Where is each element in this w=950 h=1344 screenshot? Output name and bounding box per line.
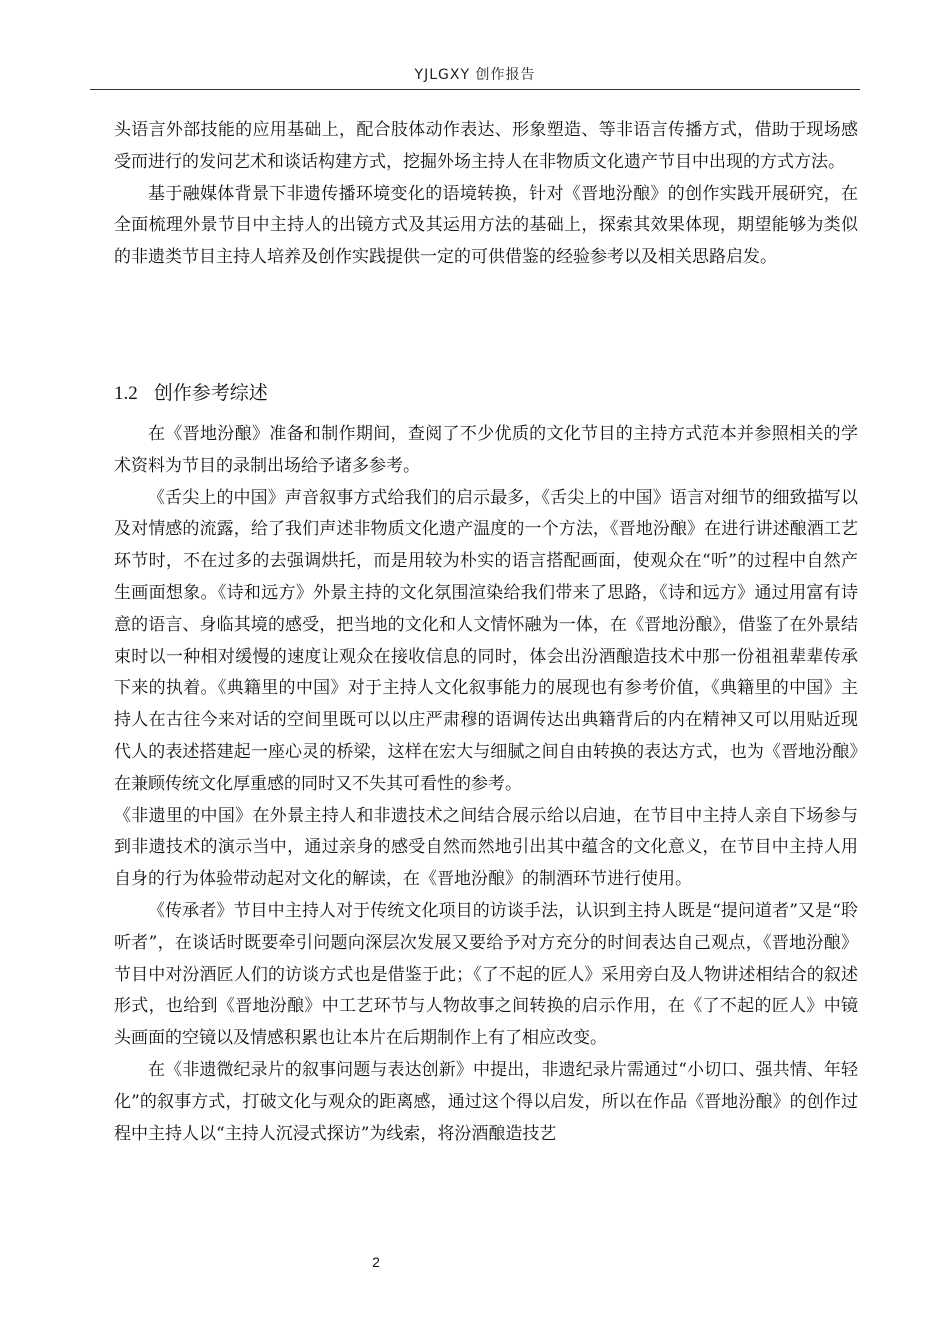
paragraph: 头语言外部技能的应用基础上，配合肢体动作表达、形象塑造、等非语言传播方式，借助于现场感受而进行的发问艺术和谈话构建方式，挖掘外场主持人在非物质文化遗产节目中出现的方式方法。 [114, 120, 858, 172]
paragraph: 在《非遗微纪录片的叙事问题与表达创新》中提出，非遗纪录片需通过“小切口、强共情、年轻化”的叙事方式，打破文化与观众的距离感，通过这个得以启发，所以在作品《晋地汾酿》的创作过程中主持人以“主持人沉浸式探访”为线索，将汾酒酿造技艺 [114, 1059, 858, 1144]
section-heading [114, 378, 268, 405]
intro-text-block [114, 115, 858, 274]
paragraph: 基于融媒体背景下非遗传播环境变化的语境转换，针对《晋地汾酿》的创作实践开展研究，在全面梳理外景节目中主持人的出镜方式及其运用方法的基础上，探索其效果体现，期望能够为类似的非遗类节目主持人培养及创作实践提供一定的可供借鉴的经验参考以及相关思路启发。 [114, 183, 858, 268]
paragraph: 《非遗里的中国》在外景主持人和非遗技术之间结合展示给以启迪，在节目中主持人亲自下场参与到非遗技术的演示当中，通过亲身的感受自然而然地引出其中蕴含的文化意义，在节目中主持人用自身的行为体验带动起对文化的解读，在《晋地汾酿》的制酒环节进行使用。 [114, 805, 858, 890]
section-number: 1.2 [114, 383, 138, 404]
section-text-block [114, 419, 858, 1150]
header-divider [90, 89, 860, 90]
running-header: YJLGXY 创作报告 [414, 67, 536, 83]
section-title: 创作参考综述 [153, 382, 268, 404]
paragraph: 《传承者》节目中主持人对于传统文化项目的访谈手法，认识到主持人既是“提问道者”又是“聆听者”，在谈话时既要牵引问题向深层次发展又要给予对方充分的时间表达自己观点，《晋地汾酿》节目中对汾酒匠人们的访谈方式也是借鉴于此；《了不起的匠人》采用旁白及人物讲述相结合的叙述形式，也给到《晋地汾酿》中工艺环节与人物故事之间转换的启示作用，在《了不起的匠人》中镜头画面的空镜以及情感积累也让本片在后期制作上有了相应改变。 [114, 900, 858, 1049]
page-number: 2 [372, 1254, 380, 1270]
paragraph: 《舌尖上的中国》声音叙事方式给我们的启示最多，《舌尖上的中国》语言对细节的细致描写以及对情感的流露，给了我们声述非物质文化遗产温度的一个方法，《晋地汾酿》在进行讲述酿酒工艺环节时，不在过多的去强调烘托，而是用较为朴实的语言搭配画面，使观众在“听”的过程中自然产生画面想象。《诗和远方》外景主持的文化氛围渲染给我们带来了思路，《诗和远方》通过用富有诗意的语言、身临其境的感受，把当地的文化和人文情怀融为一体，在《晋地汾酿》，借鉴了在外景结束时以一种相对缓慢的速度让观众在接收信息的同时，体会出汾酒酿造技术中那一份祖祖辈辈传承下来的执着。《典籍里的中国》对于主持人文化叙事能力的展现也有参考价值，《典籍里的中国》主持人在古往今来对话的空间里既可以以庄严肃穆的语调传达出典籍背后的内在精神又可以用贴近现代人的表述搭建起一座心灵的桥梁，这样在宏大与细腻之间自由转换的表达方式，也为《晋地汾酿》在兼顾传统文化厚重感的同时又不失其可看性的参考。 [114, 487, 858, 794]
paragraph: 在《晋地汾酿》准备和制作期间，查阅了不少优质的文化节目的主持方式范本并参照相关的学术资料为节目的录制出场给予诸多参考。 [114, 424, 858, 476]
